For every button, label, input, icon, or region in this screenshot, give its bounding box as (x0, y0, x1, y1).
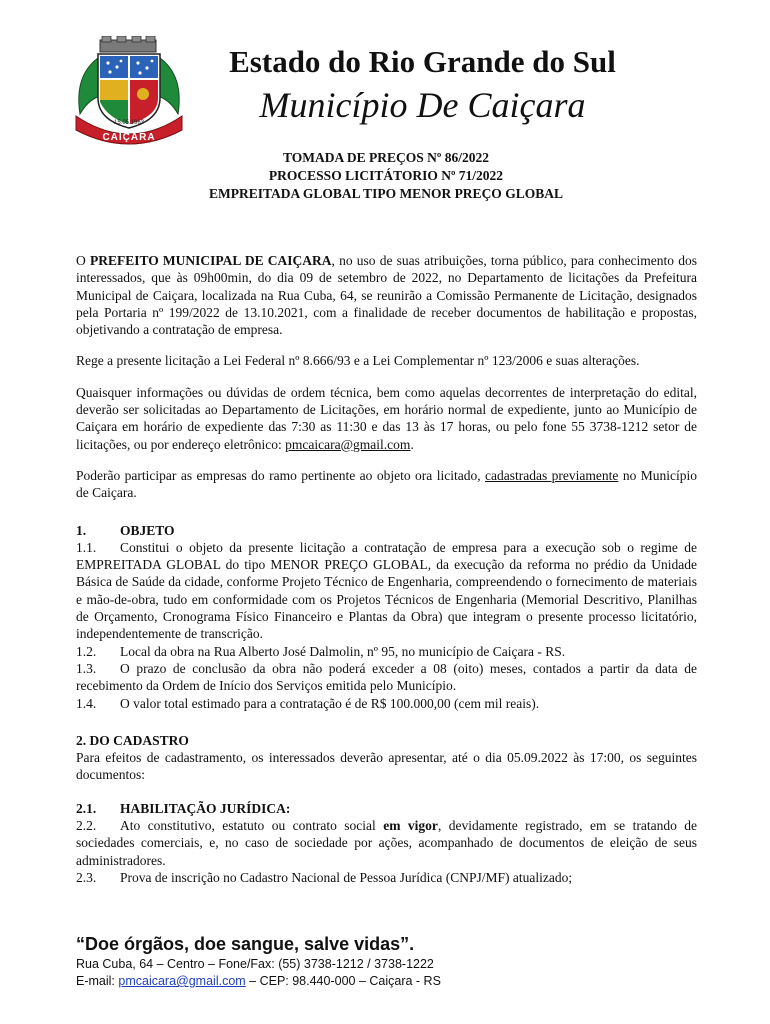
intro-paragraph-4 (76, 467, 697, 502)
footer-email-label: E-mail: (76, 974, 119, 988)
municipal-crest-logo (70, 36, 188, 148)
item-text: Local da obra na Rua Alberto José Dalmolin, nº 95, no município de Caiçara - RS. (120, 643, 566, 659)
item-text-bold: em vigor (383, 818, 438, 834)
intro-p3-text: Quaisquer informações ou dúvidas de ordem técnica, bem como aquelas decorrentes de interpretação do edital, deverão ser solicitadas ao Departamento de Licitações, em horário normal de expediente, junto ao Município de Caiçara em horário de expediente das 7:30 as 11:30 e das 13 às 17 horas, ou pelo fone 55 3738-1212 setor de licitações, ou por endereço eletrônico: (76, 384, 697, 452)
intro-paragraph-2: Rege a presente licitação a Lei Federal nº 8.666/93 e a Lei Complementar nº 123/2006 e suas alterações. (76, 353, 640, 369)
section-2-item (76, 817, 697, 869)
intro-paragraph-1 (76, 252, 697, 338)
crest-date-text: 15.05.1963 (113, 120, 145, 126)
item-text: Prova de inscrição no Cadastro Nacional de Pessoa Jurídica (CNPJ/MF) atualizado; (120, 869, 573, 885)
item-number: 2.2. (76, 818, 97, 834)
intro-p4-end: no Município de Caiçara. (76, 467, 698, 501)
section-1-item (76, 695, 697, 712)
header-state-name: Estado do Rio Grande do Sul (229, 44, 616, 79)
item-text: O valor total estimado para a contratação é de R$ 100.000,00 (cem mil reais). (120, 695, 540, 711)
document-titles (76, 149, 696, 203)
item-number: 2.1. (76, 800, 97, 816)
intro-p3-end: . (410, 436, 414, 452)
item-text: Ato constitutivo, estatuto ou contrato social (120, 818, 384, 834)
section-1-item (76, 539, 697, 643)
footer-slogan: “Doe órgãos, doe sangue, salve vidas”. (76, 934, 415, 954)
section-1-heading (76, 522, 697, 539)
email-link[interactable]: pmcaicara@gmail.com (285, 436, 411, 452)
title-line-1: TOMADA DE PREÇOS Nº 86/2022 (283, 150, 489, 165)
footer-address: Rua Cuba, 64 – Centro – Fone/Fax: (55) 3738-1212 / 3738-1222 (76, 957, 434, 971)
section-1 (76, 522, 697, 712)
header-municipality-name: Município De Caiçara (259, 85, 586, 125)
section-1-item (76, 643, 697, 660)
item-text: O prazo de conclusão da obra não poderá exceder a 08 (oito) meses, contados a partir da data de recebimento da Ordem de Início dos Serviços emitida pelo Município. (76, 660, 697, 694)
intro-p1-rest: , no uso de suas atribuições, torna público, para conhecimento dos interessados, que às 09h00min, do dia 09 de setembro de 2022, no Departamento de licitações da Prefeitura Municipal de Caiçara, localizada na Rua Cuba, 64, se reunirão a Comissão Permanente de Licitação, designados pela Portaria nº 199/2022 de 13.10.2021, com a finalidade de receber documentos de habilitação e propostas, objetivando a contratação de empresa. (76, 253, 697, 338)
intro-p1-bold: PREFEITO MUNICIPAL DE CAIÇARA (89, 253, 332, 268)
item-number: 1.4. (76, 695, 97, 711)
item-number: 1.2. (76, 643, 97, 659)
footer-contact (76, 973, 716, 990)
document-body (76, 252, 697, 886)
item-number: 1.1. (76, 539, 97, 555)
section-2-text: Para efeitos de cadastramento, os interessados deverão apresentar, até o dia 05.09.2022 às 17:00, os seguintes documentos: (76, 750, 697, 783)
item-text: , devidamente registrado, em se tratando de sociedades comerciais, e, no caso de sociedade por ações, acompanhado de documentos de eleição de seus administradores. (76, 818, 698, 868)
title-line-3: EMPREITADA GLOBAL TIPO MENOR PREÇO GLOBAL (209, 186, 563, 201)
section-2-item (76, 869, 697, 886)
page-footer (76, 932, 716, 990)
intro-p1-lead: O (76, 253, 90, 268)
title-line-2: PROCESSO LICITÁTORIO Nº 71/2022 (268, 168, 504, 183)
footer-email-link[interactable]: pmcaicara@gmail.com (118, 974, 246, 988)
section-1-number: 1. (76, 522, 87, 538)
section-2-heading: 2. DO CADASTRO (76, 732, 189, 748)
intro-p4-underline: cadastradas previamente (485, 467, 619, 483)
section-2-1-title: HABILITAÇÃO JURÍDICA: (120, 800, 291, 816)
item-text: Constitui o objeto da presente licitação a contratação de empresa para a execução sob o regime de EMPREITADA GLOBAL do tipo MENOR PREÇO GLOBAL, da execução da reforma no prédio da Unidade Básica de Saúde da cidade, conforme Projeto Técnico de Engenharia, compreendendo o fornecimento de materiais e mão-de-obra, tudo em conformidade com os Projetos Técnicos de Engenharia (Memorial Descritivo, Planilhas de Orçamento, Cronograma Físico Financeiro e Plantas da Obra) que integram o presente processo licitatório, independentemente de transcrição. (76, 539, 697, 642)
section-1-title: OBJETO (120, 522, 175, 538)
intro-paragraph-3 (76, 384, 697, 453)
item-number: 1.3. (76, 660, 97, 676)
section-2-1-heading (76, 800, 697, 817)
crest-motto-text: CAIÇARA (102, 132, 156, 143)
footer-cep: – CEP: 98.440-000 – Caiçara - RS (245, 974, 441, 988)
section-2 (76, 732, 697, 886)
intro-p4-text: Poderão participar as empresas do ramo pertinente ao objeto ora licitado, (76, 467, 486, 483)
item-number: 2.3. (76, 869, 97, 885)
section-1-item (76, 660, 697, 695)
